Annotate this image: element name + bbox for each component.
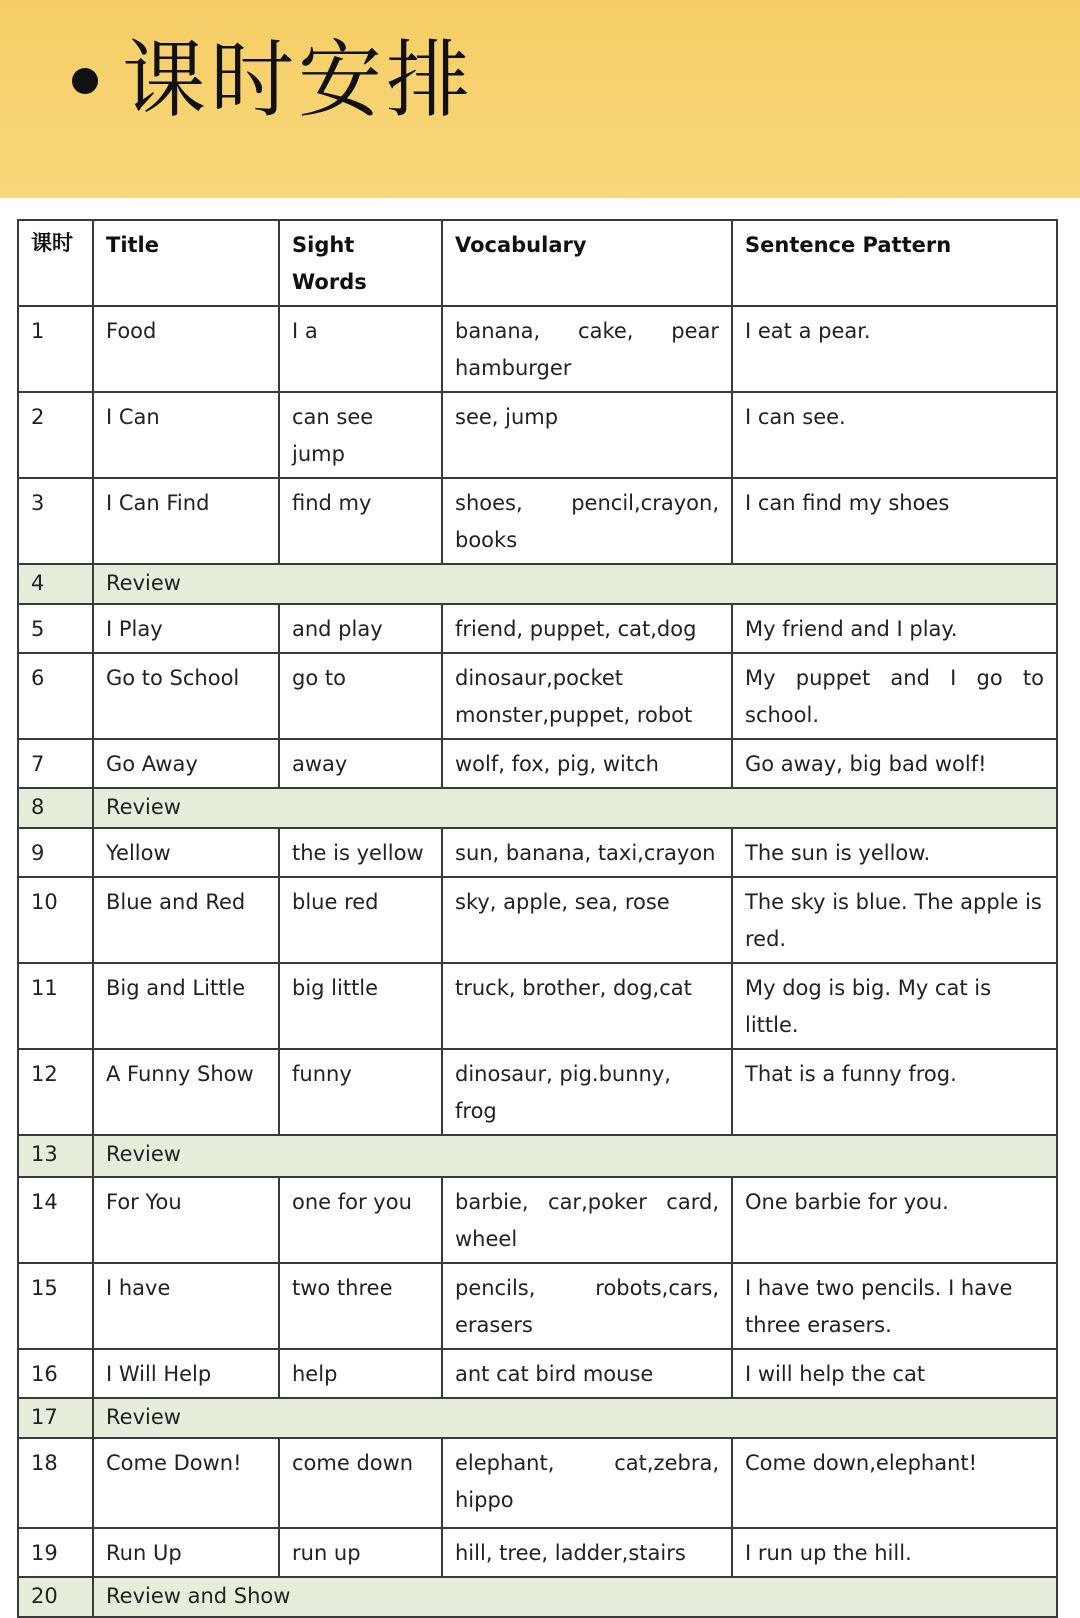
header-title: Title [93,220,279,306]
table-row [18,1263,1057,1349]
header-lesson: 课时 [18,220,93,306]
lesson-title: A Funny Show [93,1049,279,1135]
review-label: Review [93,788,1057,828]
lesson-number: 7 [18,739,93,788]
lesson-title: Go Away [93,739,279,788]
table-row [18,963,1057,1049]
sentence-pattern: That is a funny frog. [732,1049,1057,1135]
review-label: Review and Show [93,1577,1057,1617]
sight-words: I a [279,306,442,392]
sentence-pattern: The sun is yellow. [732,828,1057,877]
review-label: Review [93,564,1057,604]
sentence-pattern: I will help the cat [732,1349,1057,1398]
sentence-pattern: The sky is blue. The apple is red. [732,877,1057,963]
table-row [18,604,1057,653]
review-label: Review [93,1398,1057,1438]
lesson-title: I Can Find [93,478,279,564]
vocabulary: barbie, car,poker card, wheel [442,1177,732,1263]
sight-words: find my [279,478,442,564]
sight-words: two three [279,1263,442,1349]
header-sight-words: Sight Words [279,220,442,306]
lesson-title: I Play [93,604,279,653]
lesson-number: 17 [18,1398,93,1438]
sight-words: one for you [279,1177,442,1263]
sight-words: funny [279,1049,442,1135]
lesson-number: 1 [18,306,93,392]
schedule-sheet [0,198,1080,1608]
lesson-number: 5 [18,604,93,653]
sight-words: and play [279,604,442,653]
sight-words: blue red [279,877,442,963]
sentence-pattern: One barbie for you. [732,1177,1057,1263]
vocabulary: see, jump [442,392,732,478]
sight-words: go to [279,653,442,739]
vocabulary: elephant, cat,zebra, hippo [442,1438,732,1528]
table-row [18,739,1057,788]
sight-words: the is yellow [279,828,442,877]
sight-words: can see jump [279,392,442,478]
vocabulary: dinosaur, pig.bunny, frog [442,1049,732,1135]
sentence-pattern: My friend and I play. [732,604,1057,653]
sight-words: run up [279,1528,442,1577]
lesson-title: Run Up [93,1528,279,1577]
lesson-title: I have [93,1263,279,1349]
sight-words: big little [279,963,442,1049]
lesson-number: 20 [18,1577,93,1617]
table-row [18,1177,1057,1263]
lesson-number: 2 [18,392,93,478]
lesson-number: 4 [18,564,93,604]
lesson-title: Go to School [93,653,279,739]
header-vocabulary: Vocabulary [442,220,732,306]
lesson-number: 3 [18,478,93,564]
vocabulary: banana, cake, pear hamburger [442,306,732,392]
sight-words: come down [279,1438,442,1528]
review-label: Review [93,1135,1057,1177]
schedule-table [17,219,1058,1618]
review-row [18,1398,1057,1438]
lesson-number: 16 [18,1349,93,1398]
lesson-title: I Can [93,392,279,478]
vocabulary: sun, banana, taxi,crayon [442,828,732,877]
table-row [18,392,1057,478]
sight-words: help [279,1349,442,1398]
sentence-pattern: My dog is big. My cat is little. [732,963,1057,1049]
sentence-pattern: Come down,elephant! [732,1438,1057,1528]
sentence-pattern: I can see. [732,392,1057,478]
lesson-title: Yellow [93,828,279,877]
sentence-pattern: Go away, big bad wolf! [732,739,1057,788]
table-row [18,653,1057,739]
review-row [18,1135,1057,1177]
table-row [18,1349,1057,1398]
lesson-title: Blue and Red [93,877,279,963]
vocabulary: wolf, fox, pig, witch [442,739,732,788]
lesson-number: 6 [18,653,93,739]
lesson-title: Come Down! [93,1438,279,1528]
lesson-number: 8 [18,788,93,828]
vocabulary: friend, puppet, cat,dog [442,604,732,653]
lesson-number: 19 [18,1528,93,1577]
sentence-pattern: I have two pencils. I have three erasers. [732,1263,1057,1349]
vocabulary: sky, apple, sea, rose [442,877,732,963]
table-row [18,306,1057,392]
table-row [18,828,1057,877]
lesson-number: 13 [18,1135,93,1177]
vocabulary: ant cat bird mouse [442,1349,732,1398]
table-row [18,1528,1057,1577]
sentence-pattern: I eat a pear. [732,306,1057,392]
review-row [18,1577,1057,1617]
vocabulary: truck, brother, dog,cat [442,963,732,1049]
review-row [18,564,1057,604]
lesson-title: I Will Help [93,1349,279,1398]
sight-words: away [279,739,442,788]
lesson-number: 12 [18,1049,93,1135]
title-banner [0,0,1080,198]
lesson-title: Food [93,306,279,392]
table-row [18,1049,1057,1135]
vocabulary: pencils, robots,cars, erasers [442,1263,732,1349]
vocabulary: hill, tree, ladder,stairs [442,1528,732,1577]
bullet-icon [72,68,98,94]
sentence-pattern: My puppet and I go to school. [732,653,1057,739]
table-row [18,478,1057,564]
vocabulary: shoes, pencil,crayon, books [442,478,732,564]
table-header-row [18,220,1057,306]
table-row [18,877,1057,963]
lesson-number: 18 [18,1438,93,1528]
lesson-title: Big and Little [93,963,279,1049]
lesson-number: 9 [18,828,93,877]
sentence-pattern: I run up the hill. [732,1528,1057,1577]
header-sentence-pattern: Sentence Pattern [732,220,1057,306]
lesson-number: 15 [18,1263,93,1349]
review-row [18,788,1057,828]
page-title: 课时安排 [122,31,475,129]
vocabulary: dinosaur,pocket monster,puppet, robot [442,653,732,739]
lesson-number: 10 [18,877,93,963]
lesson-title: For You [93,1177,279,1263]
lesson-number: 11 [18,963,93,1049]
sentence-pattern: I can find my shoes [732,478,1057,564]
lesson-number: 14 [18,1177,93,1263]
